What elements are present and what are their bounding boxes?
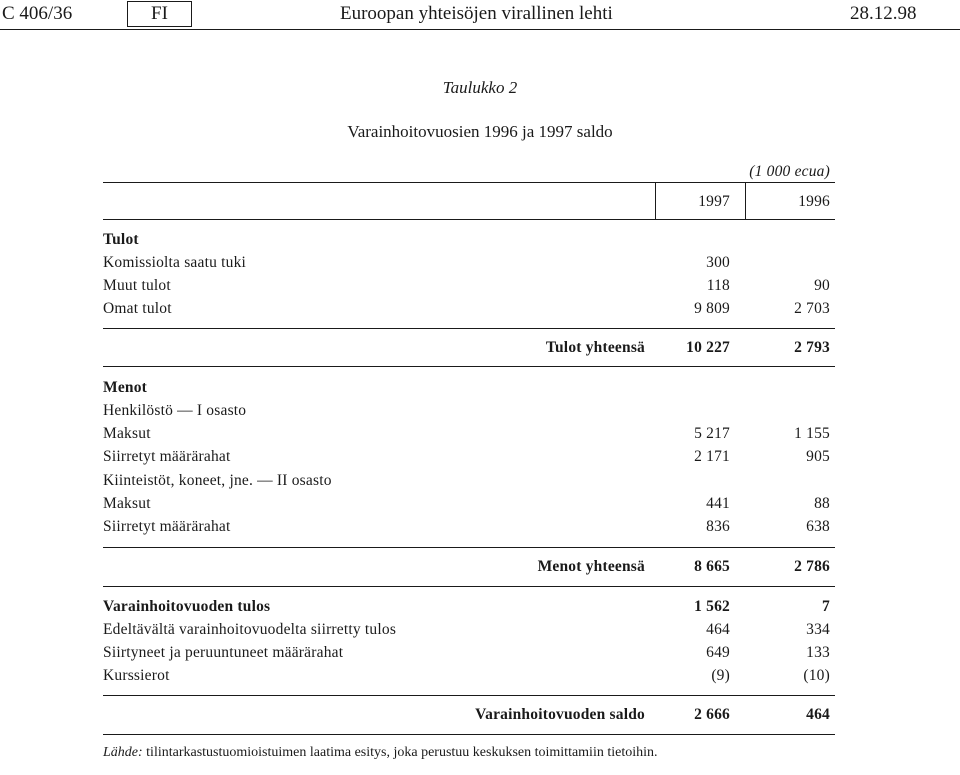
section-rule bbox=[103, 366, 835, 367]
row-label: Siirretyt määrärahat bbox=[103, 448, 231, 465]
cell-1996: 334 bbox=[806, 621, 830, 638]
unit-note: (1 000 ecua) bbox=[749, 163, 830, 180]
row-label: Omat tulot bbox=[103, 300, 172, 317]
section-rule bbox=[103, 695, 835, 696]
expenses-total-label: Menot yhteensä bbox=[537, 558, 645, 575]
row-label: Siirtyneet ja peruuntuneet määrärahat bbox=[103, 644, 344, 661]
cell-1996: 90 bbox=[814, 277, 830, 294]
header-bottom-rule bbox=[103, 219, 835, 220]
header-rule bbox=[0, 29, 960, 30]
section-rule bbox=[103, 328, 835, 329]
expenses-heading: Menot bbox=[103, 379, 148, 396]
balance-total-label: Varainhoitovuoden saldo bbox=[475, 706, 645, 723]
cell-1996: 1 155 bbox=[794, 425, 830, 442]
cell-1997: 649 bbox=[706, 644, 730, 661]
column-header-1997: 1997 bbox=[698, 193, 730, 210]
page-reference: C 406/36 bbox=[2, 3, 73, 24]
cell-1997: 5 217 bbox=[694, 425, 730, 442]
publication-date: 28.12.98 bbox=[850, 3, 917, 24]
column-divider bbox=[745, 182, 746, 219]
expenses-total-1996: 2 786 bbox=[794, 558, 830, 575]
source-note bbox=[103, 745, 658, 761]
cell-1997: 300 bbox=[706, 254, 730, 271]
cell-1996: 7 bbox=[822, 598, 830, 615]
row-label: Maksut bbox=[103, 425, 151, 442]
row-label: Muut tulot bbox=[103, 277, 171, 294]
income-total-1997: 10 227 bbox=[686, 339, 730, 356]
section-rule bbox=[103, 586, 835, 587]
income-total-label: Tulot yhteensä bbox=[545, 339, 645, 356]
table-title: Varainhoitovuosien 1996 ja 1997 saldo bbox=[347, 122, 613, 141]
income-heading: Tulot bbox=[103, 231, 139, 248]
cell-1996: 638 bbox=[806, 518, 830, 535]
section-rule bbox=[103, 547, 835, 548]
table-caption: Taulukko 2 bbox=[442, 78, 518, 97]
balance-total-1997: 2 666 bbox=[694, 706, 730, 723]
row-label: Siirretyt määrärahat bbox=[103, 518, 231, 535]
row-label: Komissiolta saatu tuki bbox=[103, 254, 247, 271]
source-text: tilintarkastustuomioistuimen laatima esitys, joka perustuu keskuksen toimittamiin tietoihin. bbox=[146, 745, 658, 760]
cell-1997: 118 bbox=[706, 277, 730, 294]
table-bottom-rule bbox=[103, 734, 835, 735]
language-code-box: FI bbox=[127, 1, 192, 27]
cell-1996: (10) bbox=[803, 667, 830, 684]
cell-1997: 1 562 bbox=[694, 598, 730, 615]
cell-1996: 905 bbox=[806, 448, 830, 465]
journal-title: Euroopan yhteisöjen virallinen lehti bbox=[340, 3, 613, 24]
cell-1996: 88 bbox=[814, 495, 830, 512]
row-label: Edeltävältä varainhoitovuodelta siirretty tulos bbox=[103, 621, 397, 638]
cell-1996: 133 bbox=[806, 644, 830, 661]
row-label: Kurssierot bbox=[103, 667, 170, 684]
cell-1997: 836 bbox=[706, 518, 730, 535]
subsection-label: Kiinteistöt, koneet, jne. — II osasto bbox=[103, 472, 332, 489]
row-label: Varainhoitovuoden tulos bbox=[103, 598, 271, 615]
table-top-rule bbox=[103, 182, 835, 183]
expenses-total-1997: 8 665 bbox=[694, 558, 730, 575]
cell-1997: 441 bbox=[706, 495, 730, 512]
column-header-1996: 1996 bbox=[798, 193, 830, 210]
source-label: Lähde: bbox=[103, 745, 143, 760]
cell-1996: 2 703 bbox=[794, 300, 830, 317]
balance-total-1996: 464 bbox=[806, 706, 830, 723]
cell-1997: 9 809 bbox=[694, 300, 730, 317]
income-total-1996: 2 793 bbox=[794, 339, 830, 356]
subsection-label: Henkilöstö — I osasto bbox=[103, 402, 247, 419]
cell-1997: 464 bbox=[706, 621, 730, 638]
cell-1997: 2 171 bbox=[694, 448, 730, 465]
cell-1997: (9) bbox=[711, 667, 730, 684]
row-label: Maksut bbox=[103, 495, 151, 512]
